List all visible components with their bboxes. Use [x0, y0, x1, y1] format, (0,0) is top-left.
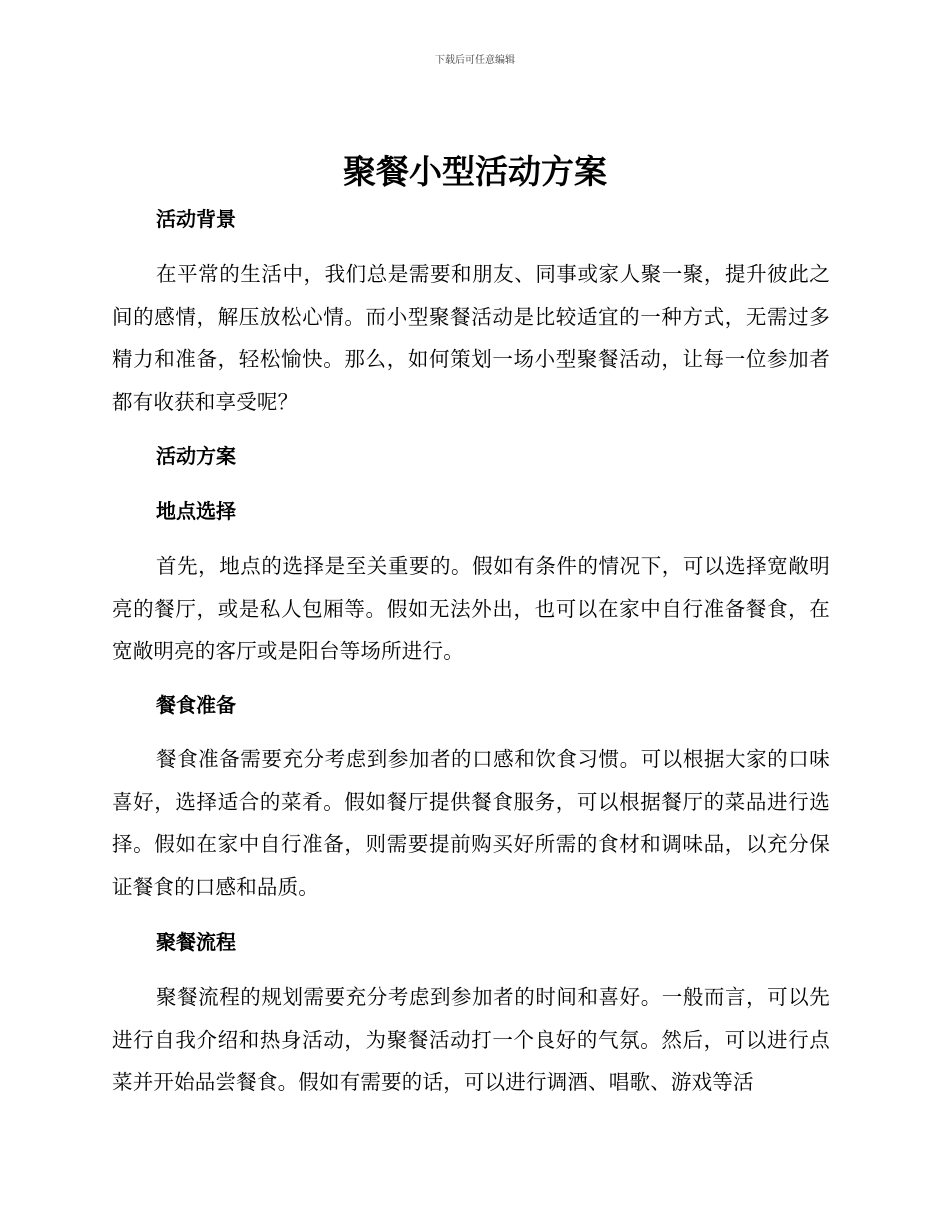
header-note: 下载后可任意编辑: [435, 55, 515, 66]
document-title: 聚餐小型活动方案: [343, 152, 607, 191]
paragraph-location: 首先，地点的选择是至关重要的。假如有条件的情况下，可以选择宽敞明亮的餐厅，或是私人包厢等。假如无法外出，也可以在家中自行准备餐食，在宽敞明亮的客厅或是阳台等场所进行。: [112, 554, 830, 663]
paragraph-process: 聚餐流程的规划需要充分考虑到参加者的时间和喜好。一般而言，可以先进行自我介绍和热身活动，为聚餐活动打一个良好的气氛。然后，可以进行点菜并开始品尝餐食。假如有需要的话，可以进行调酒、唱歌、游戏等活: [112, 985, 830, 1094]
paragraph-background: 在平常的生活中，我们总是需要和朋友、同事或家人聚一聚，提升彼此之间的感情，解压放松心情。而小型聚餐活动是比较适宜的一种方式，无需过多精力和准备，轻松愉快。那么，如何策划一场小型聚餐活动，让每一位参加者都有收获和享受呢？: [112, 262, 830, 414]
section-heading-location: 地点选择: [156, 499, 236, 523]
paragraph-food: 餐食准备需要充分考虑到参加者的口感和饮食习惯。可以根据大家的口味喜好，选择适合的菜肴。假如餐厅提供餐食服务，可以根据餐厅的菜品进行选择。假如在家中自行准备，则需要提前购买好所需的食材和调味品，以充分保证餐食的口感和品质。: [112, 747, 830, 899]
section-heading-plan: 活动方案: [156, 444, 236, 468]
document-body: [112, 0, 830, 1230]
section-heading-food: 餐食准备: [156, 693, 236, 717]
section-heading-process: 聚餐流程: [156, 930, 236, 954]
section-heading-background: 活动背景: [156, 207, 236, 231]
